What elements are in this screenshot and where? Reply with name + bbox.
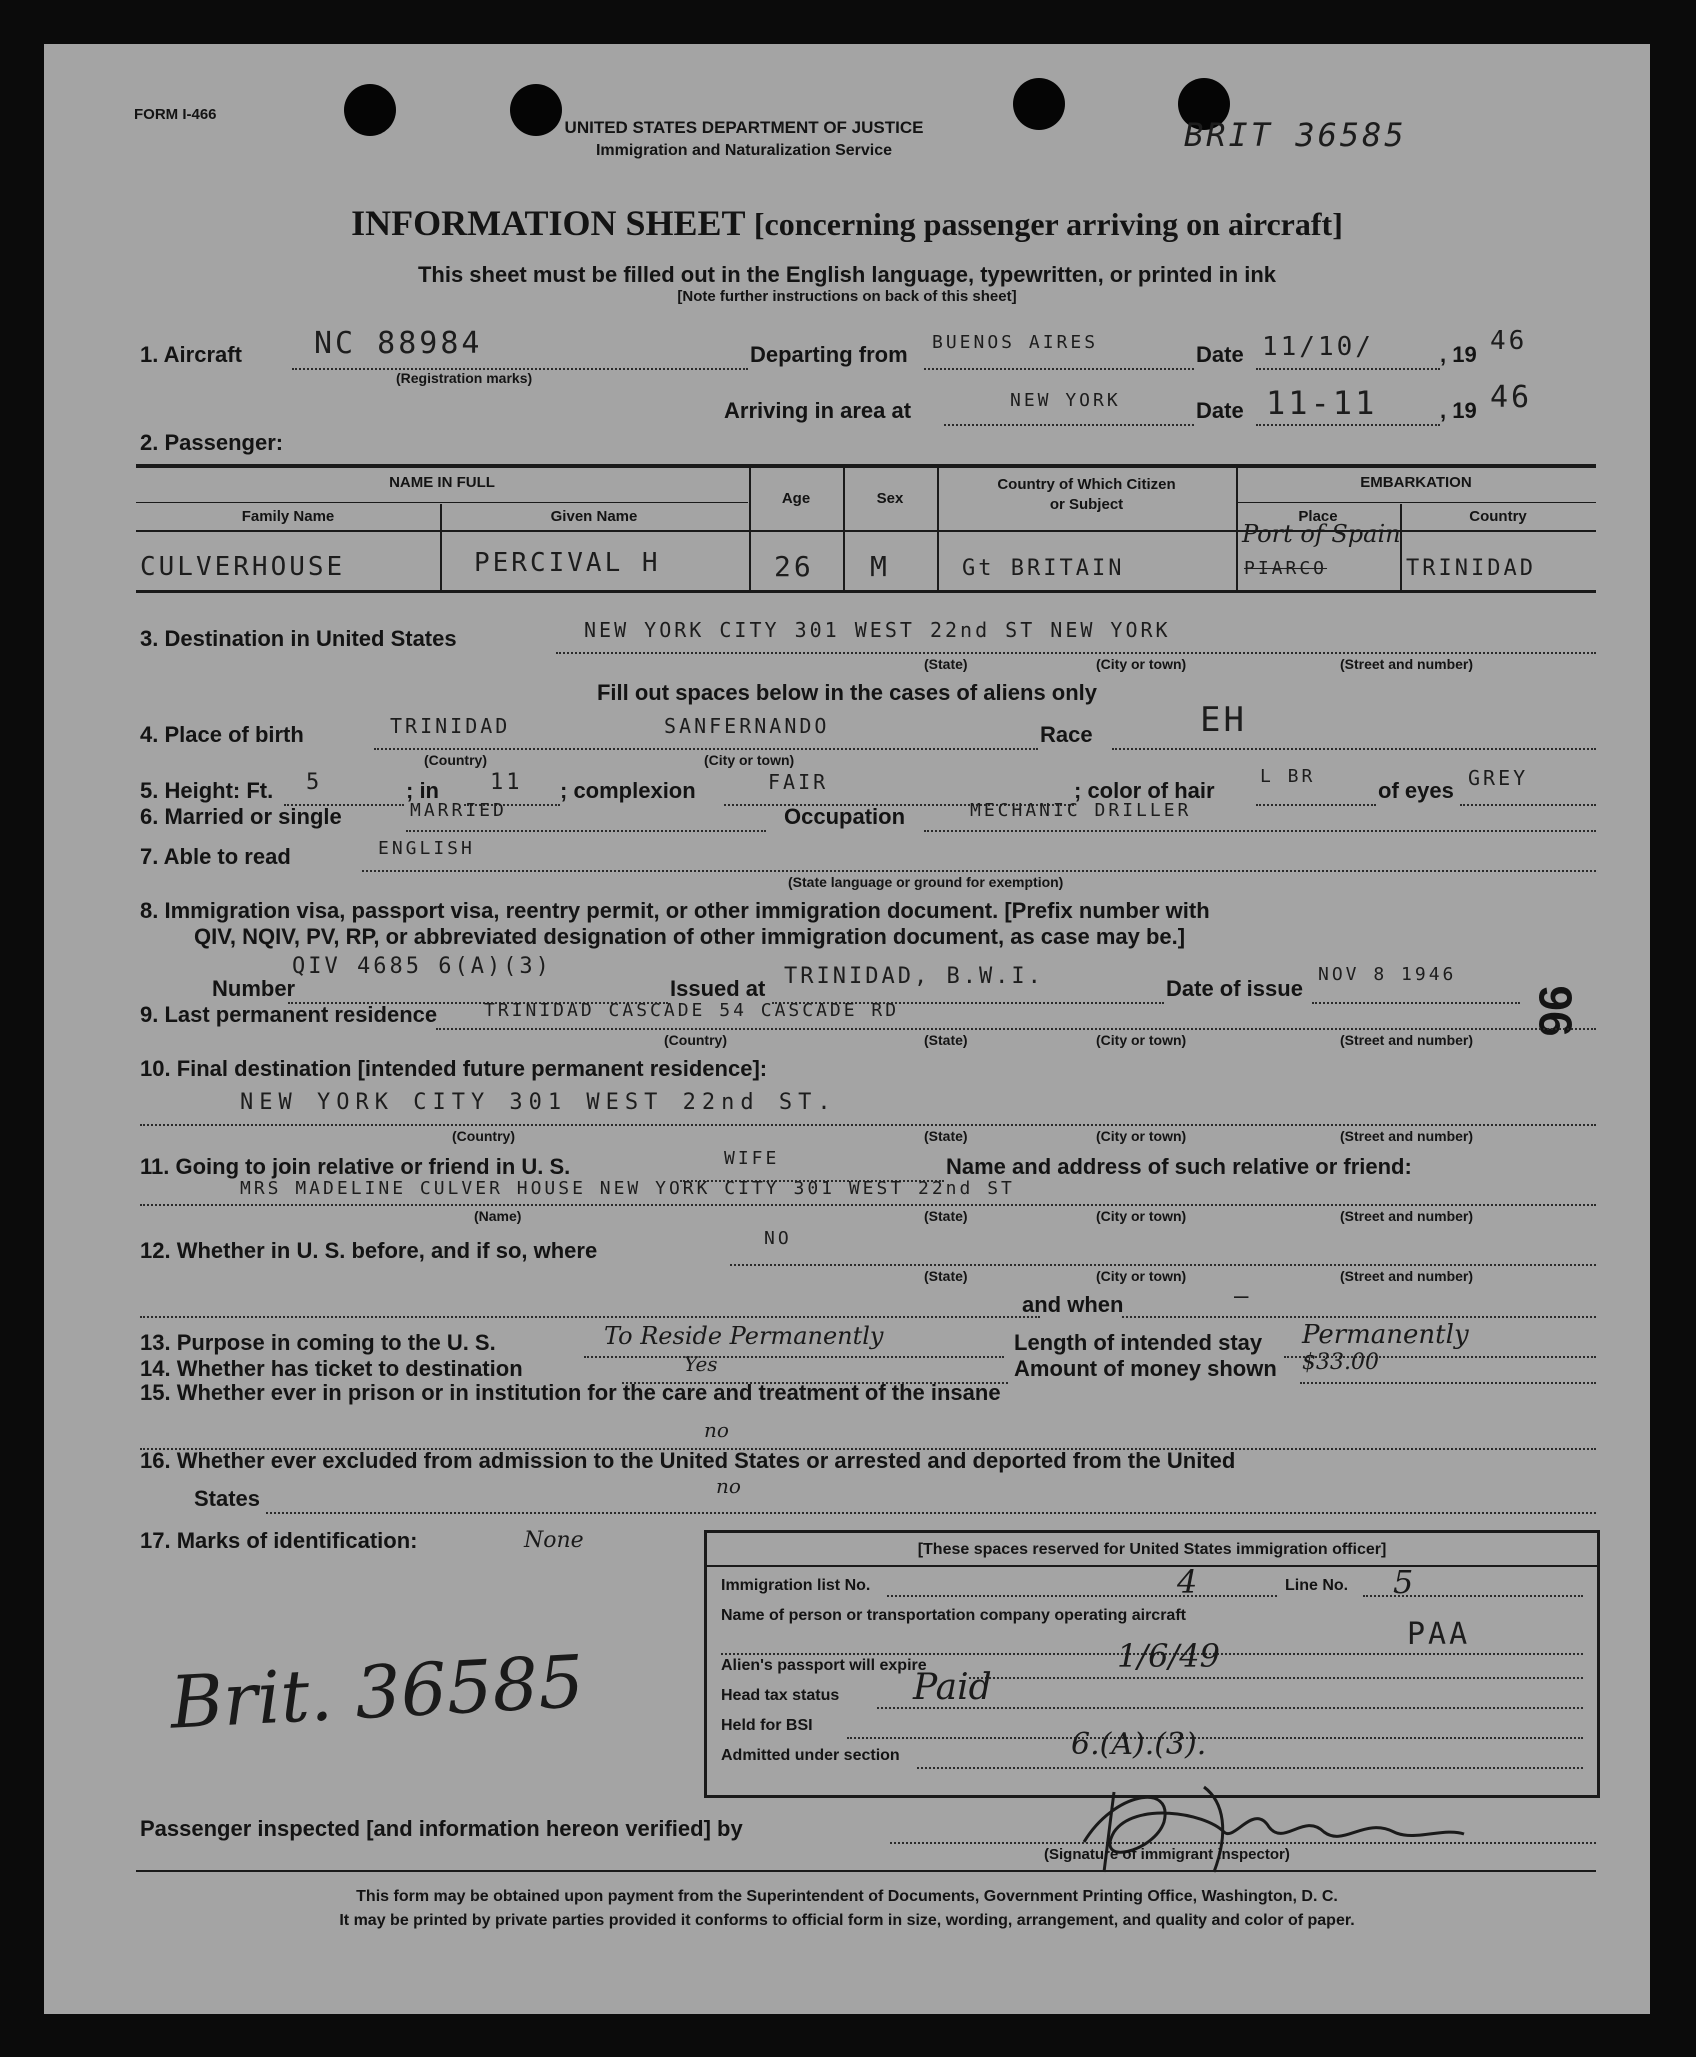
destination-value: NEW YORK CITY 301 WEST 22nd ST NEW YORK [584,618,1171,642]
read-value: ENGLISH [378,838,475,859]
stay-value: Permanently [1302,1320,1469,1350]
place-struck-value: PIARCO [1244,558,1328,579]
operator-label: Name of person or transportation company operating aircraft [721,1607,1186,1624]
aircraft-label: 1. Aircraft [140,342,242,367]
birth-city-value: SANFERNANDO [664,714,830,738]
bsi-label: Held for BSI [721,1717,813,1734]
family-name-value: CULVERHOUSE [140,552,346,582]
operator-value: PAA [1407,1617,1471,1652]
caption-street: (Street and number) [1340,1208,1474,1224]
complexion-label: ; complexion [560,778,696,803]
money-label: Amount of money shown [1014,1356,1277,1381]
given-name-value: PERCIVAL H [474,548,661,578]
inspected-label: Passenger inspected [and information hereon verified] by [140,1816,743,1841]
arriving-value: NEW YORK [1010,390,1121,411]
officer-box-header: [These spaces reserved for United States immigration officer] [917,1541,1387,1558]
last-residence-label: 9. Last permanent residence [140,1002,438,1027]
caption-country: (Country) [664,1032,727,1048]
section-label: Admitted under section [721,1747,900,1764]
caption-state: (State) [924,1268,968,1284]
birth-country-value: TRINIDAD [390,714,511,738]
header-sex: Sex [876,490,904,507]
caption-state: (State) [924,656,968,672]
caption-city: (City or town) [1096,656,1187,672]
caption-city: (City or town) [1096,1208,1187,1224]
birthplace-label: 4. Place of birth [140,722,304,747]
emb-country-value: TRINIDAD [1406,556,1536,581]
hair-label: ; color of hair [1074,778,1215,803]
stay-label: Length of intended stay [1014,1330,1263,1355]
depart-year-value: 46 [1490,326,1528,356]
age-value: 26 [774,550,814,583]
arrive-date-label: Date [1196,398,1244,423]
depart-date-label: Date [1196,342,1244,367]
visa-number-label: Number [212,976,296,1001]
instruction-note: [Note further instructions on back of this sheet] [677,288,1017,305]
prison-label: 15. Whether ever in prison or in institution for the care and treatment of the insane [140,1380,1001,1405]
arrive-date-value: 11-11 [1266,384,1378,422]
final-destination-value: NEW YORK CITY 301 WEST 22nd ST. [240,1090,837,1115]
place-value: Port of Spain [1242,520,1401,548]
eyes-label: of eyes [1378,778,1454,803]
header-age: Age [781,490,811,507]
caption-country: (Country) [424,752,487,768]
inspector-signature [1054,1772,1494,1882]
document-sheet [44,44,1650,2014]
officer-box [704,1530,1600,1798]
ticket-value: Yes [684,1352,718,1376]
issue-date-label: Date of issue [1166,976,1303,1001]
relative-name-label: Name and address of such relative or friend: [946,1154,1412,1179]
sex-value: M [870,550,890,583]
header-name-in-full: NAME IN FULL [389,474,495,491]
arriving-label: Arriving in area at [724,398,912,423]
footer-line2: It may be printed by private parties provided it conforms to official form in size, wording, arrangement, and quality and color of paper. [339,1912,1355,1929]
caption-state: (State) [924,1208,968,1224]
passport-value: 1/6/49 [1117,1637,1220,1675]
height-label: 5. Height: Ft. [140,778,274,803]
excluded-line2: States [194,1486,261,1511]
relative-label: 11. Going to join relative or friend in U. S. [140,1154,571,1179]
visa-number-value: QIV 4685 6(A)(3) [292,954,552,979]
header-emb-country: Country [1469,508,1527,525]
relative-value: WIFE [724,1148,780,1169]
caption-street: (Street and number) [1340,1268,1474,1284]
purpose-label: 13. Purpose in coming to the U. S. [140,1330,496,1355]
height-in-label: ; in [406,778,439,803]
citizen-value: Gt BRITAIN [962,556,1125,581]
caption-city: (City or town) [1096,1268,1187,1284]
issued-label: Issued at [670,976,766,1001]
caption-name: (Name) [474,1208,522,1224]
depart-date-value: 11/10/ [1262,332,1374,362]
prior-visit-label: 12. Whether in U. S. before, and if so, where [140,1238,598,1263]
passport-label: Alien's passport will expire [721,1657,927,1674]
prior-visit-value: NO [764,1228,792,1249]
form-number: FORM I-466 [134,106,217,123]
header-place: Place [1298,508,1338,525]
instruction: This sheet must be filled out in the English language, typewritten, or printed in ink [417,262,1277,287]
punch-hole [344,84,396,136]
marks-value: None [524,1528,584,1553]
departing-label: Departing from [750,342,908,367]
excluded-line1: 16. Whether ever excluded from admission to the United States or arrested and deported from the United [140,1448,1236,1473]
caption-state: (State) [924,1128,968,1144]
header-embarkation: EMBARKATION [1360,474,1472,491]
hair-value: L BR [1260,766,1316,787]
line-number-label: Line No. [1285,1577,1349,1594]
caption-country: (Country) [452,1128,515,1144]
aircraft-value: NC 88984 [314,326,483,361]
side-number: 96 [1529,985,1582,1037]
caption-city: (City or town) [704,752,795,768]
header-given-name: Given Name [550,508,638,525]
relative-name-value: MRS MADELINE CULVER HOUSE NEW YORK CITY 301 WEST 22nd ST [240,1178,1015,1199]
read-label: 7. Able to read [140,844,291,869]
height-in-value: 11 [490,770,523,795]
excluded-value: no [716,1474,741,1498]
caption-state: (State) [924,1032,968,1048]
header-country-subject: or Subject [1049,496,1124,513]
page-title: INFORMATION SHEET [concerning passenger arriving on aircraft] [351,203,1343,243]
issued-value: TRINIDAD, B.W.I. [784,964,1044,989]
complexion-value: FAIR [768,770,829,794]
marital-label: 6. Married or single [140,804,342,829]
header-country-citizen: Country of Which Citizen [997,476,1176,493]
list-number-value: 4 [1177,1563,1198,1601]
last-residence-value: TRINIDAD CASCADE 54 CASCADE RD [484,1000,900,1021]
document-line2: QIV, NQIV, PV, RP, or abbreviated designation of other immigration document, as case may be.] [194,924,1186,949]
ticket-label: 14. Whether has ticket to destination [140,1356,523,1381]
marks-label: 17. Marks of identification: [140,1528,418,1553]
purpose-value: To Reside Permanently [604,1322,884,1350]
passenger-label: 2. Passenger: [140,430,284,455]
caption-city: (City or town) [1096,1032,1187,1048]
caption-street: (Street and number) [1340,1032,1474,1048]
year-prefix: , 19 [1440,398,1477,423]
race-value: EH [1200,700,1247,740]
arrive-year-value: 46 [1490,380,1533,415]
signature-caption: (Signature of immigrant inspector) [1044,1846,1290,1863]
height-ft-value: 5 [306,770,323,795]
footer-line1: This form may be obtained upon payment from the Superintendent of Documents, Government Printing Office, Washington, D. C. [356,1888,1338,1905]
caption-street: (Street and number) [1340,656,1474,672]
section-value: 6.(A).(3). [1071,1727,1207,1762]
caption-street: (Street and number) [1340,1128,1474,1144]
line-number-value: 5 [1393,1563,1414,1601]
brit-number-handwritten: Brit. 36585 [168,1639,587,1745]
issue-date-value: NOV 8 1946 [1318,964,1457,985]
money-value: $33.00 [1302,1350,1379,1375]
document-line1: 8. Immigration visa, passport visa, reentry permit, or other immigration document. [Prefix number with [140,898,1210,923]
service-name: Immigration and Naturalization Service [595,142,893,159]
list-number-label: Immigration list No. [721,1577,871,1594]
eyes-value: GREY [1468,766,1529,790]
departing-value: BUENOS AIRES [932,332,1099,353]
file-number-top: BRIT 36585 [1184,116,1407,154]
caption-city: (City or town) [1096,1128,1187,1144]
occupation-value: MECHANIC DRILLER [970,800,1192,821]
head-tax-label: Head tax status [721,1687,840,1704]
registration-caption: (Registration marks) [396,370,533,386]
destination-label: 3. Destination in United States [140,626,457,651]
prison-value: no [704,1418,729,1442]
when-value: — [1234,1282,1252,1310]
occupation-label: Occupation [784,804,906,829]
head-tax-value: Paid [913,1667,992,1708]
agency-name: UNITED STATES DEPARTMENT OF JUSTICE [564,118,924,137]
aliens-only-heading: Fill out spaces below in the cases of aliens only [596,680,1098,705]
final-destination-label: 10. Final destination [intended future permanent residence]: [140,1056,768,1081]
marital-value: MARRIED [410,800,507,821]
when-label: and when [1022,1292,1124,1317]
read-caption: (State language or ground for exemption) [788,874,1064,890]
race-label: Race [1040,722,1093,747]
year-prefix: , 19 [1440,342,1477,367]
header-family-name: Family Name [241,508,335,525]
